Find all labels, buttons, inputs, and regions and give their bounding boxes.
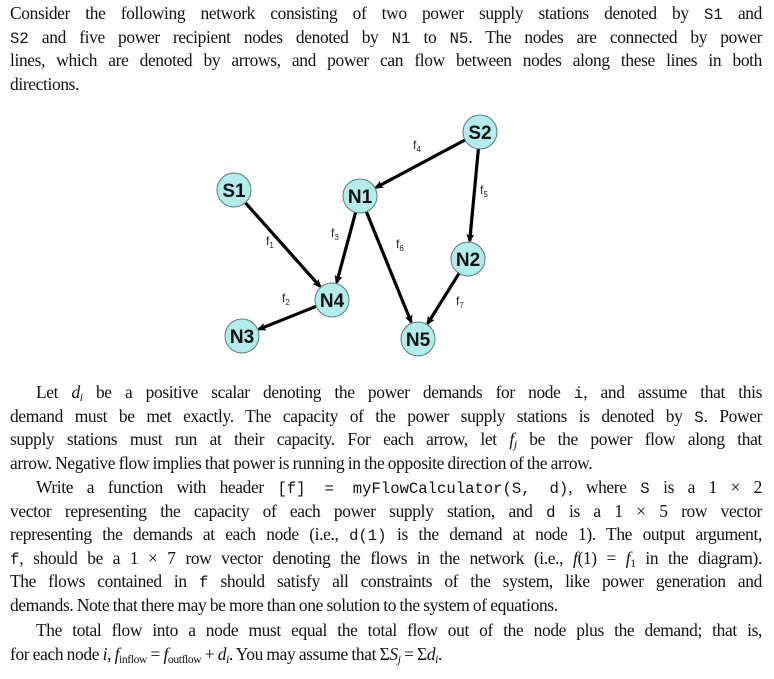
- edge-label-f5: $f_5$: [480, 183, 488, 199]
- code-f: f: [198, 574, 209, 593]
- text: representing the demands at each node (i.e.,: [10, 524, 350, 545]
- text: The total flow into a node must equal the total flow out of the node plus the demand; that is,: [36, 620, 762, 640]
- node-n4-label: N4: [319, 291, 345, 312]
- text: for each node: [10, 643, 103, 664]
- function-line-6: [10, 594, 762, 618]
- text: , where: [568, 477, 641, 497]
- text: Consider the following network consisting of two power supply stations denoted by: [10, 3, 704, 23]
- code-n5: N5: [449, 29, 469, 48]
- function-paragraph: [10, 476, 762, 618]
- text: is a 1 × 2: [649, 477, 762, 497]
- text: is the demand at node 1). The output argument,: [386, 524, 763, 545]
- text: arrow. Negative flow implies that power is running in the opposite direction of the arrow.: [10, 452, 593, 473]
- edge-f5-arrow: [470, 149, 479, 241]
- math-sub-i: i: [79, 392, 83, 404]
- edge-labels: [266, 138, 488, 310]
- text: supply stations must run at their capacity. For each arrow, let: [10, 429, 510, 450]
- math-f: f: [572, 547, 578, 568]
- edge-label-f1: $f_1$: [266, 234, 274, 250]
- function-line-1: [10, 476, 762, 500]
- node-n2-label: N2: [455, 250, 481, 271]
- text: . Power: [703, 405, 763, 426]
- edge-label-f3: $f_3$: [331, 226, 339, 242]
- text: and: [722, 3, 763, 23]
- node-n1-label: N1: [347, 187, 373, 208]
- code-n1: N1: [391, 29, 411, 48]
- flow-line-1: [10, 619, 762, 643]
- code-f: f: [10, 550, 20, 569]
- edge-label-f4: $f_4$: [413, 138, 421, 154]
- text: directions.: [10, 73, 80, 94]
- function-line-2: [10, 500, 762, 524]
- math-eq: =: [146, 643, 164, 664]
- text: be the power flow along that: [516, 429, 762, 450]
- math-sub-i: i: [435, 653, 439, 666]
- text: is a 1 × 5 row vector: [555, 500, 762, 521]
- code-s2: S2: [10, 29, 29, 48]
- nodes: [217, 115, 497, 356]
- text: ,: [107, 643, 115, 664]
- node-n5-label: N5: [405, 330, 431, 351]
- math-f: f: [625, 547, 631, 568]
- intro-line-3: [10, 49, 762, 73]
- intro-paragraph: [10, 2, 762, 96]
- edge-label-f6: $f_6$: [396, 237, 404, 253]
- intro-line-2: [10, 26, 762, 50]
- math-sub-j: j: [397, 653, 401, 666]
- math-f: f: [114, 643, 120, 664]
- code-S: S: [694, 408, 704, 427]
- node-s1-label: S1: [222, 181, 246, 202]
- text: , and assume that this: [583, 382, 762, 402]
- edge-f1-arrow: [245, 203, 320, 287]
- node-s2-label: S2: [468, 123, 492, 144]
- code-s1: S1: [703, 6, 723, 24]
- demand-line-2: [10, 405, 762, 429]
- math-d: d: [71, 382, 80, 402]
- code-d: d: [546, 503, 556, 522]
- code-d1: d(1): [349, 527, 387, 546]
- math-d: d: [426, 643, 436, 664]
- text: lines, which are denoted by arrows, and power can flow between nodes along these lines in both: [10, 50, 762, 71]
- code-function-header: [f] = myFlowCalculator(S, d): [277, 480, 569, 498]
- edge-f6-arrow: [366, 212, 411, 323]
- function-line-4: [10, 547, 762, 571]
- text: The flows contained in: [10, 571, 199, 592]
- intro-line-1: [10, 2, 762, 26]
- text: demand must be met exactly. The capacity of the power supply stations is denoted by: [10, 405, 695, 426]
- math-eq: = Σ: [400, 643, 427, 664]
- intro-line-4: [10, 73, 762, 97]
- text: Write a function with header: [36, 477, 278, 497]
- text: (1) =: [577, 547, 626, 568]
- math-f: f: [509, 429, 514, 450]
- text: to: [410, 26, 450, 47]
- math-S: S: [389, 643, 398, 664]
- math-plus: +: [201, 643, 218, 664]
- demand-paragraph: [10, 381, 762, 475]
- flow-line-2: [10, 643, 762, 667]
- demand-line-1: [10, 381, 762, 405]
- text: . You may assume that Σ: [228, 643, 390, 664]
- edge-f3-arrow: [337, 212, 356, 282]
- edges: [245, 140, 481, 329]
- math-sub-1: 1: [630, 557, 636, 570]
- math-sub-j: j: [513, 439, 517, 452]
- demand-line-4: [10, 452, 762, 476]
- text: and five power recipient nodes denoted by: [28, 26, 392, 47]
- math-sub-outflow: outflow: [167, 653, 202, 666]
- node-n3-label: N3: [229, 327, 255, 348]
- math-sub-inflow: inflow: [119, 653, 147, 666]
- text: Let: [36, 382, 72, 402]
- math-d: d: [217, 643, 227, 664]
- text: . The nodes are connected by power: [468, 26, 763, 47]
- text: .: [438, 643, 443, 664]
- text: , should be a 1 × 7 row vector denoting the flows in the network (i.e.,: [19, 547, 573, 568]
- edge-label-f7: $f_7$: [456, 294, 464, 310]
- demand-line-3: [10, 428, 762, 452]
- edge-f7-arrow: [428, 273, 459, 323]
- math-i: i: [102, 643, 108, 664]
- text: in the diagram).: [635, 547, 762, 568]
- text: should satisfy all constraints of the system, like power generation and: [208, 571, 762, 592]
- code-i: i: [573, 385, 584, 403]
- math-sub-i: i: [226, 653, 229, 666]
- edge-label-f2: $f_2$: [282, 291, 290, 307]
- flow-paragraph: [10, 619, 762, 666]
- network-diagram: [200, 110, 520, 365]
- text: demands. Note that there may be more than one solution to the system of equations.: [10, 594, 558, 615]
- function-line-5: [10, 570, 762, 594]
- edge-f2-arrow: [259, 306, 317, 329]
- math-f: f: [163, 643, 168, 664]
- text: be a positive scalar denoting the power demands for node: [82, 382, 574, 402]
- text: vector representing the capacity of each power supply station, and: [10, 500, 547, 521]
- function-line-3: [10, 523, 762, 547]
- code-S: S: [640, 480, 650, 498]
